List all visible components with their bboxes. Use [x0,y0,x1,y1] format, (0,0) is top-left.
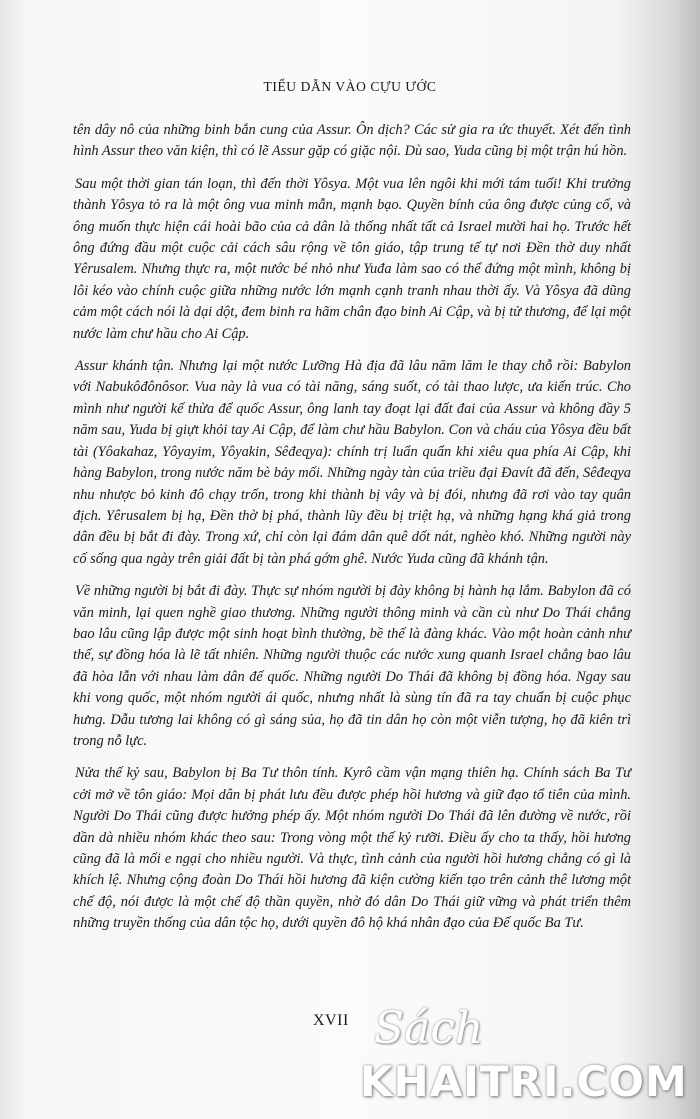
paragraph-continuation: tên dây nô của những binh bắn cung của Assur. Ôn dịch? Các sử gia ra ức thuyết. Xét đến tình hình Assur theo văn kiện, thì có lẽ Assur gặp có giặc nội. Dù sao, Yuda cũng bị một trận hú hồn. [73,122,631,160]
paragraph-assur-babylon: Assur khánh tận. Nhưng lại một nước Lưỡng Hà địa đã lâu năm lăm le thay chỗ rồi: Babylon với Nabukôđônôsor. Vua này là vua có tài năng, sáng suốt, có tài thao lược, ưa kiến trúc. Cho mình như người kế thừa để quốc Assur, ông lanh tay đoạt lại đất đai của Assur và không đầy 5 năm sau, Yuda bị giựt khỏi tay Ai Cập, để làm chư hầu Babylon. Con và cháu của Yôsya đều bất tài (Yôakahaz, Yôyayim, Yôyakin, Sêđeqya): chính trị luẩn quẩn khi xiêu qua phía Ai Cập, khi hàng Babylon, trong nước năm bè bảy mối. Những ngày tàn của triều đại Đavít đã đến, Sêđeqya nhu nhược bỏ kinh đô chạy trốn, trong khi thành bị vây và bị đói, nhưng đã rơi vào tay quân địch. Yêrusalem bị hạ, Đền thờ bị phá, thành lũy đều bị triệt hạ, và những hạng khá giả trong dân đều bị bắt đi đày. Trong xứ, chỉ còn lại đám dân quê dốt nát, nghèo khó. Những người này cố sống qua ngày trên giải đất bị tàn phá gớm ghê. Nước Yuda cũng đã khánh tận. [73,358,631,567]
body-text [73,120,631,946]
watermark-script-text: Sách [374,1003,484,1054]
paragraph-yosya: Sau một thời gian tán loạn, thì đến thời Yôsya. Một vua lên ngôi khi mới tám tuổi! Khi trưởng thành Yôsya tỏ ra là một ông vua minh mẫn, mạnh bạo. Quyền bính của ông được củng cố, và ông muốn thực hiện cái hoài bão của cả dân là thống nhất tất cả Israel mười hai họ. Trước hết ông đứng đầu một cuộc cải cách sâu rộng về tôn giáo, tập trung tế tự nơi Đền thờ duy nhất Yêrusalem. Nhưng thực ra, một nước bé nhỏ như Yuđa làm sao có thể đứng một mình, không bị lôi kéo vào chính cuộc giữa những nước lớn mạnh cạnh tranh nhau thời ấy. Và Yôsya đã dũng cảm một cách nói là dại dột, đem binh ra hãm chân đạo binh Ai Cập, và bị tử thương, để lại một nước làm chư hầu cho Ai Cập. [73,175,631,342]
page-number: XVII [313,1012,349,1029]
paragraph-exile: Về những người bị bắt đi đày. Thực sự nhóm người bị đày không bị hành hạ lắm. Babylon đã có văn minh, lại quen nghề giao thương. Những người thông minh và cần cù như Do Thái chẳng bao lâu cũng lập được một sinh hoạt bình thường, bề thế là đàng khác. Vào một hoàn cảnh như thế, sự đồng hóa là lẽ tất nhiên. Những người thuộc các nước xung quanh Israel chẳng bao lâu đã hòa lẫn với nhau làm dân đế quốc. Những người Do Thái đã không bị đồng hóa. Ngay sau khi vong quốc, một nhóm người ái quốc, nhưng nhất là sùng tín đã ra tay chuẩn bị cuộc phục hưng. Dẫu tương lai không có gì sáng sủa, họ đã tin dân họ còn một viễn tượng, họ đã kiên trì trong nỗ lực. [73,583,631,749]
running-header: TIỂU DẪN VÀO CỰU ƯỚC [263,79,437,94]
watermark-brand-text: KHAITRI.COM [360,1057,688,1106]
watermark-logo [360,1003,695,1113]
paragraph-persia: Nửa thế kỷ sau, Babylon bị Ba Tư thôn tính. Kyrô cầm vận mạng thiên hạ. Chính sách Ba Tư cởi mở về tôn giáo: Mọi dân bị phát lưu đều được phép hồi hương và giữ đạo tổ tiên của mình. Người Do Thái cũng được hưởng phép ấy. Một nhóm người Do Thái đã lên đường về nước, rồi dần dà nhiều nhóm khác theo sau: Trong vòng một thế kỷ rưỡi. Điều ấy cho ta thấy, hồi hương cũng đã là mối e ngại cho nhiều người. Và thực, tình cảnh của người hồi hương chẳng có gì là khích lệ. Nhưng cộng đoàn Do Thái hồi hương đã kiện cường kiến tạo trên cảnh thê lương một chế độ, nói được là một chế độ thần quyền, nhờ đó dân Do Thái giữ vững và phát triển thêm những truyền thống của dân tộc họ, dưới quyền đô hộ khá nhân đạo của Đế quốc Ba Tư. [73,765,631,932]
